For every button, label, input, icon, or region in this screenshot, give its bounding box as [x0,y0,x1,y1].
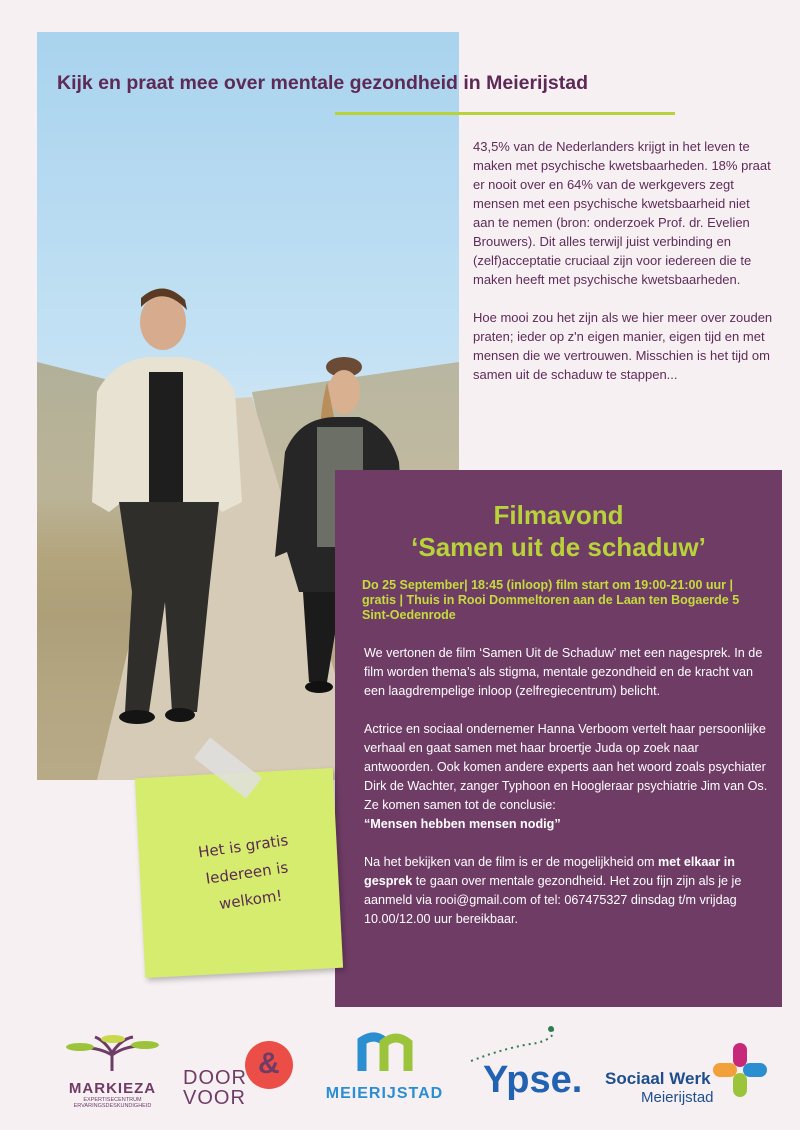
doorvoor-logo [183,1037,303,1112]
meierijstad-name: MEIERIJSTAD [325,1085,444,1102]
markieza-subtitle-2: ERVARINGSDESKUNDIGHEID [73,1103,152,1109]
event-heading: Filmavond [493,500,624,530]
markieza-subtitle-1: EXPERTISECENTRUM [83,1097,142,1103]
sociaalwerk-line-2: Meierijstad [641,1089,714,1106]
intro-text [473,137,773,403]
markieza-logo [55,1033,170,1113]
event-body [364,644,769,948]
event-paragraph-3-end: te gaan over mentale gezondheid. Het zou fijn zijn als je je aanmeld via rooi@gmail.com of tel: 067475327 dinsdag t/m vrijdag 10.00/12.00 uur bereikbaar. [364,874,742,926]
markieza-name: MARKIEZA [68,1080,157,1097]
event-paragraph-2 [364,720,769,834]
intro-paragraph-1: 43,5% van de Nederlanders krijgt in het leven te maken met psychische kwetsbaarheden. 18% praat er nooit over en 64% van de werkgevers zegt mensen met een psychische kwetsbaarheid niet aan te nemen (bron: onderzoek Prof. dr. Evelien Brouwers). Dit alles terwijl juist verbinding en (zelf)acceptatie cruciaal zijn voor iedereen die te maken heeft met psychische kwetsbaarheden. [473,139,771,287]
ypse-logo [467,1025,585,1120]
doorvoor-line-1: DOOR [183,1067,247,1089]
page-title: Kijk en praat mee over mentale gezondheid in Meierijstad [57,72,588,94]
ypse-name: Ypse. [483,1059,583,1101]
intro-paragraph-2: Hoe mooi zou het zijn als we hier meer over zouden praten; ieder op z'n eigen manier, eigen tijd en met mensen die we vertrouwen. Misschien is het tijd om samen uit de schaduw te stappen... [473,310,773,382]
event-details: Do 25 September| 18:45 (inloop) film start om 19:00-21:00 uur | gratis | Thuis in Rooi Dommeltoren aan de Laan ten Bogaerde 5 Sint-Oedenrode [362,578,740,622]
event-subheading: ‘Samen uit de schaduw’ [411,532,706,562]
cross-emblem-icon [713,1043,767,1097]
logo-bar [0,1015,800,1130]
event-paragraph-1: We vertonen de film ‘Samen Uit de Schaduw’ met een nagesprek. In de film worden thema’s als stigma, mentale gezondheid en de kracht van een laagdrempelige inloop (zelfregiecentrum) belicht. [364,646,763,698]
event-panel [335,470,782,1007]
note-line-1: Het is gratis [197,831,290,862]
tree-icon [55,1033,170,1073]
event-paragraph-3-bold: met elkaar in gesprek [364,855,736,888]
doorvoor-line-2: VOOR [183,1087,246,1109]
meierijstad-logo [322,1031,447,1116]
sociaalwerk-line-1: Sociaal Werk [605,1069,711,1088]
event-paragraph-3 [364,853,769,929]
note-line-2: Iedereen is [204,858,290,888]
sociaalwerk-logo [605,1043,775,1123]
title-underline [335,112,675,115]
event-paragraph-2-text: Actrice en sociaal ondernemer Hanna Verboom vertelt haar persoonlijke verhaal en gaat samen met haar broertje Juda op zoek naar antwoorden. Ook komen andere experts aan het woord zoals psychiater Dirk de Wachter, zanger Typhoon en Hoogleraar psychiatrie Jim van Os. Ze komen samen tot de conclusie: [364,722,768,812]
note-line-3: welkom! [217,886,284,914]
doorvoor-ampersand: & [258,1047,280,1080]
m-emblem-icon [322,1031,447,1076]
event-paragraph-3-start: Na het bekijken van de film is er de mogelijkheid om [364,855,658,869]
event-quote: “Mensen hebben mensen nodig” [364,817,561,831]
